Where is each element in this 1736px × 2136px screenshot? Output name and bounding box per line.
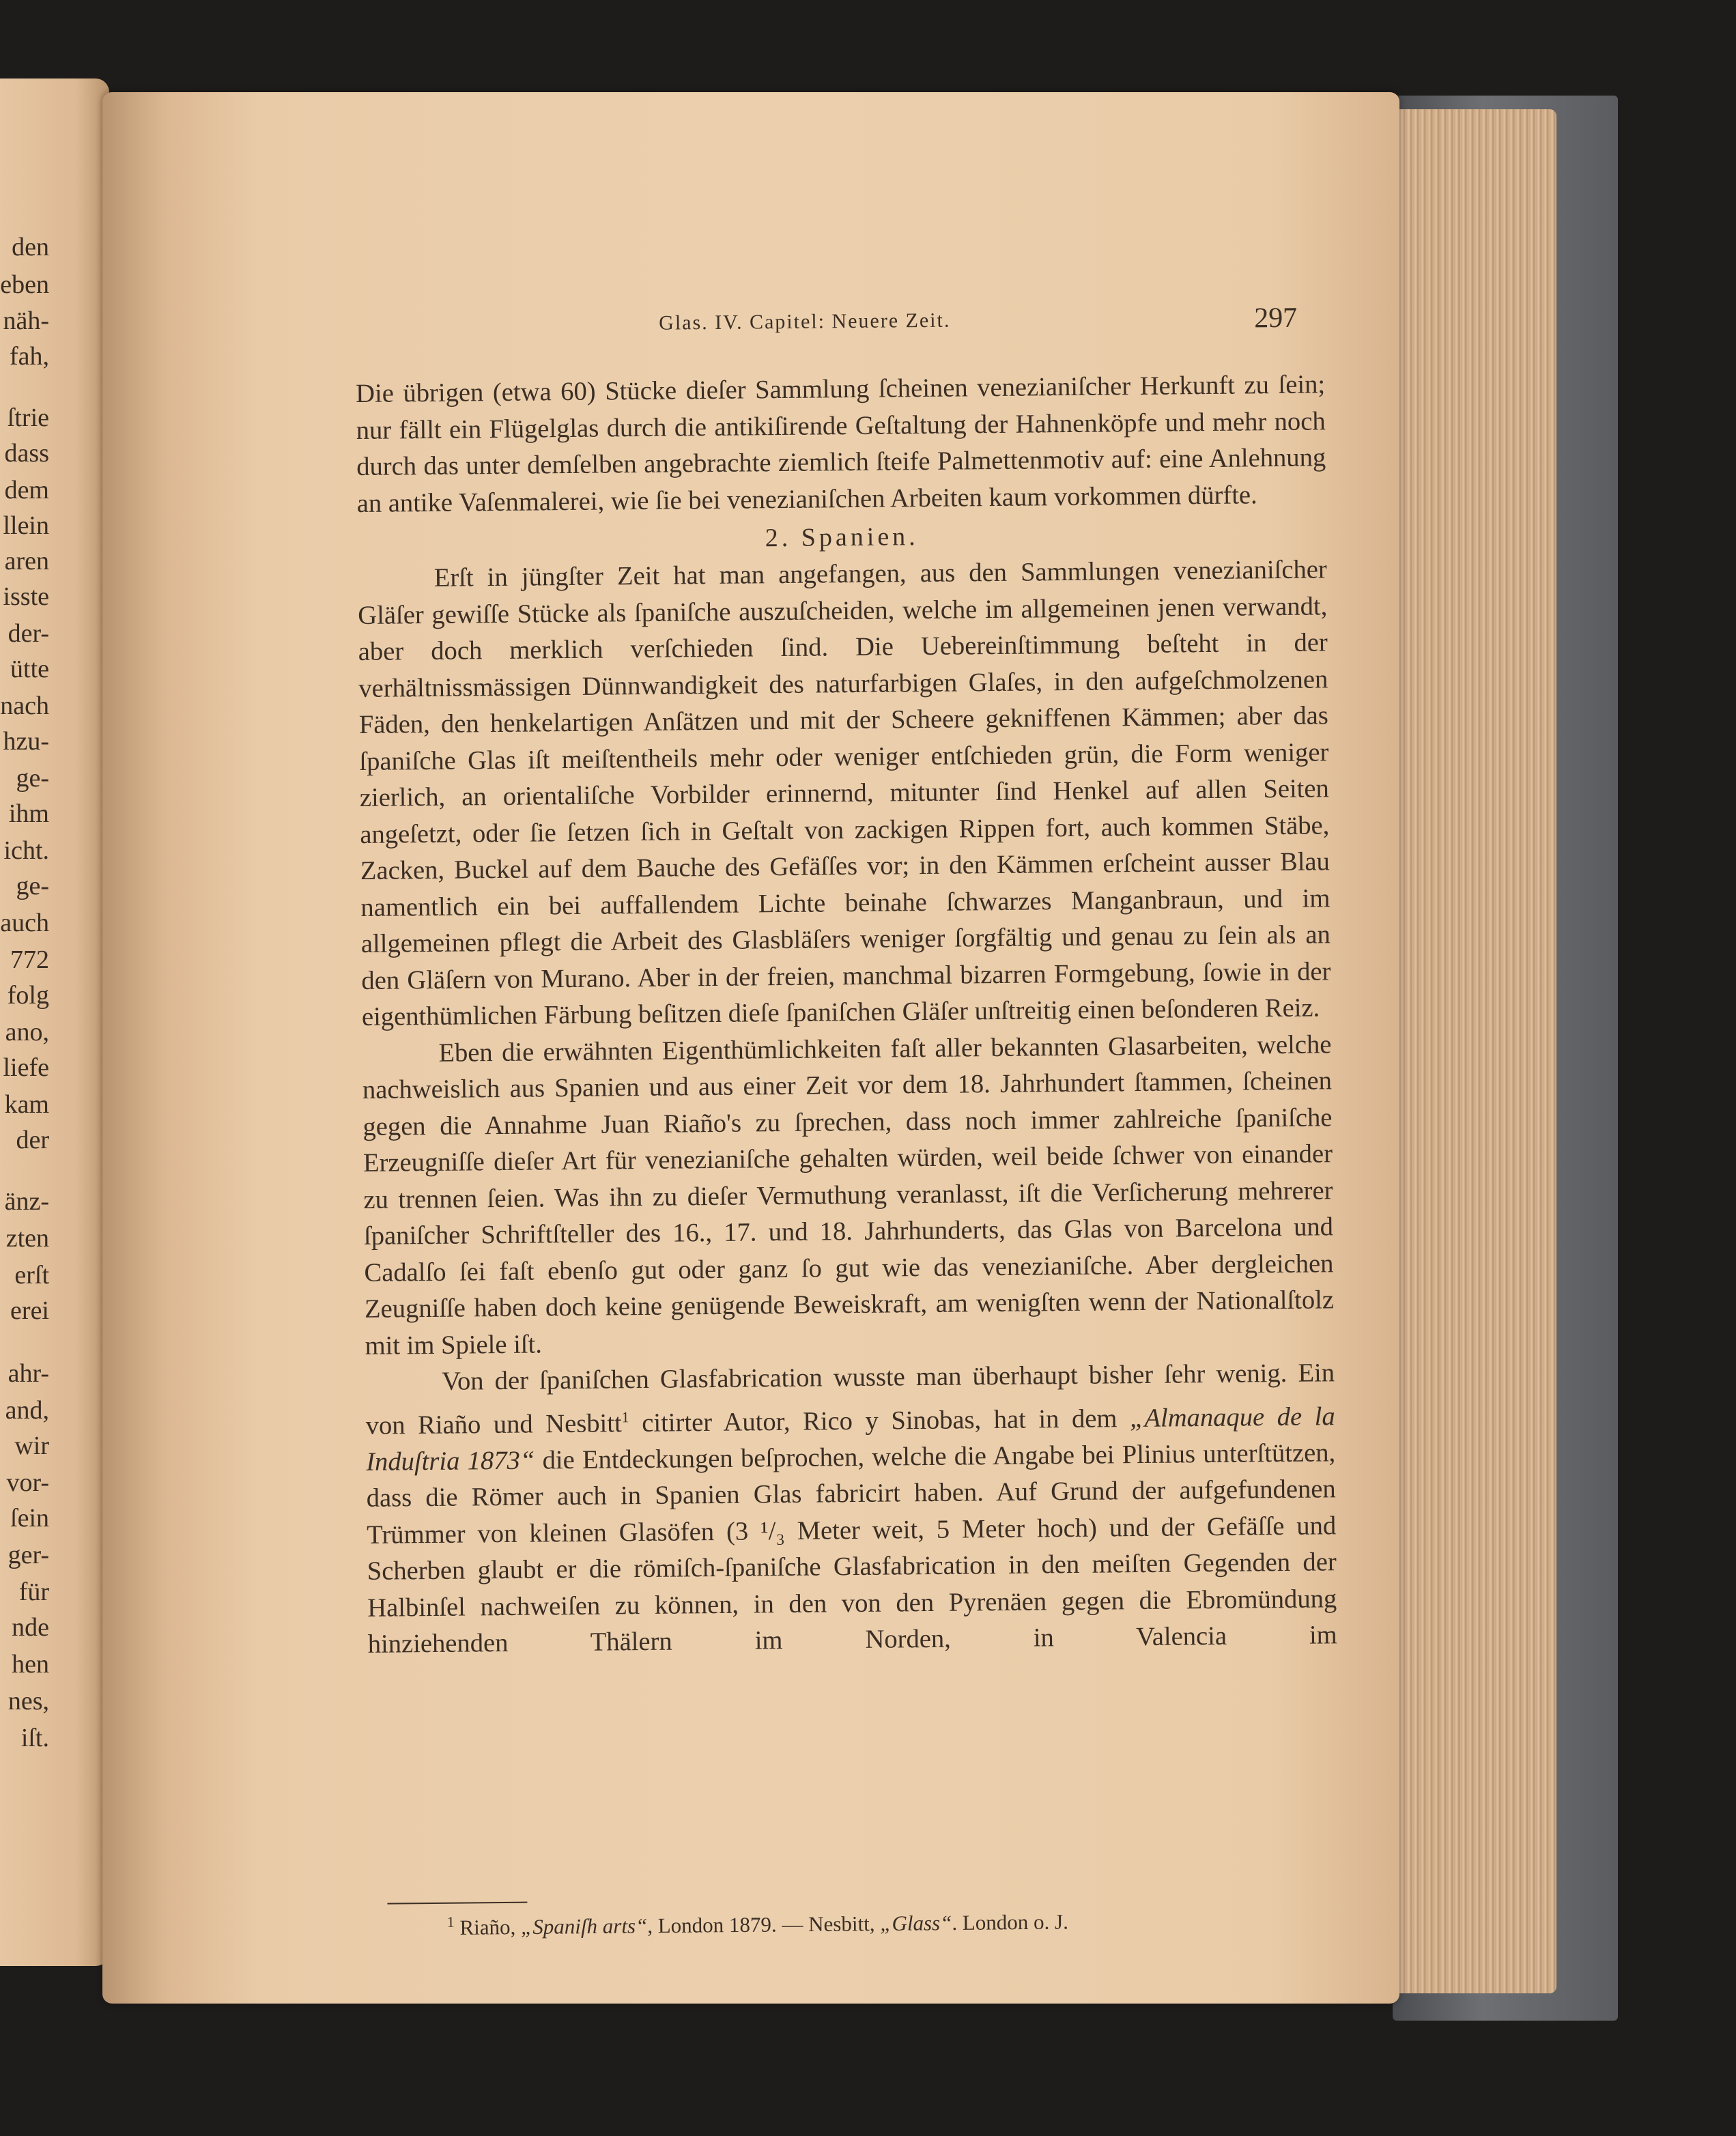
footnote-ref: 1 bbox=[621, 1408, 629, 1425]
left-page-fragment: aren bbox=[4, 547, 49, 575]
paragraph-2: Erſt in jüngſter Zeit hat man angefangen, aus den Sammlungen venezianiſcher Gläſer gewiſſe Stücke als ſpaniſche auszuſcheiden, welche im allgemeinen jenen verwandt, aber doch merklich verſchieden ſind. Die Uebereinſtimmung beſteht in der verhältnissmässigen Dünnwandigkeit des naturfarbigen Glaſes, in den aufgeſchmolzenen Fäden, den henkelartigen Anſätzen und mit der Scheere gekniffenen Kämmen; aber das ſpaniſche Glas iſt meiſtentheils mehr oder weniger entſchieden grün, die Form weniger zierlich, an orientaliſche Vorbilder erinnernd, mitunter ſind Henkel auf allen Seiten angeſetzt, oder ſie ſetzen ſich in Geſtalt von zackigen Rippen fort, auch kommen Stäbe, Zacken, Buckel auf dem Bauche des Gefäſſes vor; in den Kämmen erſcheint ausser Blau namentlich ein bei auffallendem Lichte beinahe ſchwarzes Manganbraun, und im allgemeinen pflegt die Arbeit des Glasbläſers weniger ſorgfältig und genau zu ſein als an den Gläſern von Murano. Aber in der freien, manchmal bizarren Formgebung, ſowie in der eigenthümlichen Färbung beſitzen dieſe ſpaniſchen Gläſer unſtreitig einen beſonderen Reiz. bbox=[358, 555, 1331, 1031]
left-page-fragment: der bbox=[16, 1126, 49, 1154]
left-page-fragment: ihm bbox=[8, 799, 49, 828]
footnote bbox=[447, 1907, 1068, 1940]
left-page-fragment: ütte bbox=[10, 655, 49, 683]
body-text bbox=[356, 367, 1337, 1663]
left-page-fragment: iſt. bbox=[20, 1724, 49, 1752]
left-page-fragment: kam bbox=[4, 1090, 49, 1119]
left-page-fragment: näh- bbox=[3, 307, 49, 335]
left-page-fragment: dem bbox=[4, 476, 49, 504]
page-header bbox=[355, 300, 1325, 350]
footnote-text-a: Riaño, bbox=[454, 1915, 522, 1940]
book-page bbox=[102, 92, 1399, 2004]
footnote-rule bbox=[387, 1902, 527, 1905]
left-page-fragment: ſtrie bbox=[7, 403, 49, 432]
left-page-fragment: ahr- bbox=[8, 1359, 49, 1388]
footnote-text-b: , London 1879. — Nesbitt, bbox=[647, 1911, 881, 1938]
left-page bbox=[0, 79, 109, 1966]
paragraph-4 bbox=[365, 1355, 1337, 1663]
left-page-fragment: nes, bbox=[8, 1687, 49, 1715]
left-page-fragment: ger- bbox=[8, 1541, 49, 1569]
left-page-fragment: änz- bbox=[4, 1187, 49, 1216]
footnote-marker: 1 bbox=[446, 1913, 455, 1931]
paragraph-4-text-b: citirter Autor, Rico y Sinobas, hat in dem bbox=[629, 1404, 1130, 1438]
left-page-fragment: wir bbox=[14, 1432, 49, 1460]
left-page-fragment: ge- bbox=[16, 764, 49, 793]
left-page-fragment: isste bbox=[3, 582, 49, 611]
left-page-fragment: and, bbox=[5, 1396, 49, 1425]
left-page-fragment: erei bbox=[10, 1296, 49, 1325]
left-page-fragment: den bbox=[12, 233, 49, 261]
left-page-fragment: ſein bbox=[10, 1504, 49, 1533]
left-page-fragment: für bbox=[18, 1578, 49, 1606]
left-page-fragment: icht. bbox=[3, 836, 49, 865]
left-page-fragment: liefe bbox=[3, 1053, 49, 1082]
left-page-fragment: zten bbox=[5, 1224, 49, 1253]
page-number: 297 bbox=[1253, 302, 1298, 334]
left-page-fragment: hen bbox=[12, 1650, 49, 1679]
left-page-fragment: nach bbox=[0, 692, 49, 720]
left-page-fragment: erſt bbox=[14, 1261, 49, 1290]
left-page-fragment: auch bbox=[0, 909, 49, 937]
left-page-fragment: vor- bbox=[6, 1468, 49, 1497]
left-page-fragment: ano, bbox=[5, 1018, 49, 1046]
text-block bbox=[355, 300, 1337, 1940]
footnote-title-b: „Glass“ bbox=[880, 1911, 952, 1936]
paragraph-4-text-c: die Entdeckungen beſprochen, welche die Angabe bei Plinius unterſtützen, dass die Römer auch in Spanien Glas fabricirt haben. Auf Grund der aufgefundenen Trümmer von kleinen Glasöfen (3 ¹/₃ Meter weit, 5 Meter hoch) und der Gefäſſe und Scherben glaubt er die römiſch-ſpaniſche Glasfabrication in den meiſten Gegenden der Halbinſel nachweiſen zu können, in den von den Pyrenäen gegen die Ebromündung hinziehenden Thälern im Norden, in Valencia im bbox=[366, 1438, 1337, 1660]
left-page-fragment: der- bbox=[8, 619, 49, 648]
left-page-fragment: hzu- bbox=[3, 727, 49, 756]
section-heading: 2. Spanien. bbox=[765, 522, 919, 553]
left-page-fragment: ge- bbox=[16, 872, 49, 900]
left-page-fragment: dass bbox=[4, 439, 49, 468]
footnote-title-a: „Spaniſh arts“ bbox=[520, 1913, 648, 1939]
left-page-fragment: folg bbox=[7, 981, 49, 1010]
left-page-fragment: fah, bbox=[9, 342, 49, 371]
paragraph-1: Die übrigen (etwa 60) Stücke dieſer Sammlung ſcheinen venezianiſcher Herkunft zu ſein; nur fällt ein Flügelglas durch die antikiſirende Geſtaltung der Hahnenköpfe und mehr noch durch das unter demſelben angebrachte ziemlich ſteife Palmettenmotiv auf: eine Anlehnung an antike Vaſenmalerei, wie ſie bei venezianiſchen Arbeiten kaum vorkommen dürfte. bbox=[355, 370, 1326, 518]
paragraph-4-text-a: Von der ſpaniſchen Glasfabrication wusste man überhaupt bisher ſehr wenig. Ein von Riaño und Nesbitt bbox=[365, 1358, 1335, 1440]
footnote-text-c: . London o. J. bbox=[952, 1909, 1069, 1935]
running-head: Glas. IV. Capitel: Neuere Zeit. bbox=[659, 309, 951, 334]
cited-title: „Almanaque de la Induſtria 1873“ bbox=[366, 1401, 1335, 1477]
page-edges bbox=[1386, 109, 1556, 1993]
left-page-fragment: llein bbox=[3, 511, 49, 540]
paragraph-3: Eben die erwähnten Eigenthümlichkeiten faſt aller bekannten Glasarbeiten, welche nachweislich aus Spanien und aus einer Zeit vor dem 18. Jahrhundert ſtammen, ſcheinen gegen die Annahme Juan Riaño's zu ſprechen, dass noch immer zahlreiche ſpaniſche Erzeugniſſe dieſer Art für venezianiſche gehalten würden, weil beide ſchwer von einander zu trennen ſeien. Was ihn zu dieſer Vermuthung veranlasst, iſt die Verſicherung mehrerer ſpaniſcher Schriftſteller des 16., 17. und 18. Jahrhunderts, das Glas von Barcelona und Cadalſo ſei faſt ebenſo gut oder ganz ſo gut wie das venezianiſche. Aber dergleichen Zeugniſſe haben doch keine genügende Beweiskraft, am wenigſten wenn der Nationalſtolz mit im Spiele iſt. bbox=[362, 1029, 1335, 1361]
left-page-fragment: 772 bbox=[10, 945, 49, 974]
left-page-fragment: nde bbox=[12, 1613, 49, 1642]
left-page-fragment: eben bbox=[0, 270, 49, 299]
